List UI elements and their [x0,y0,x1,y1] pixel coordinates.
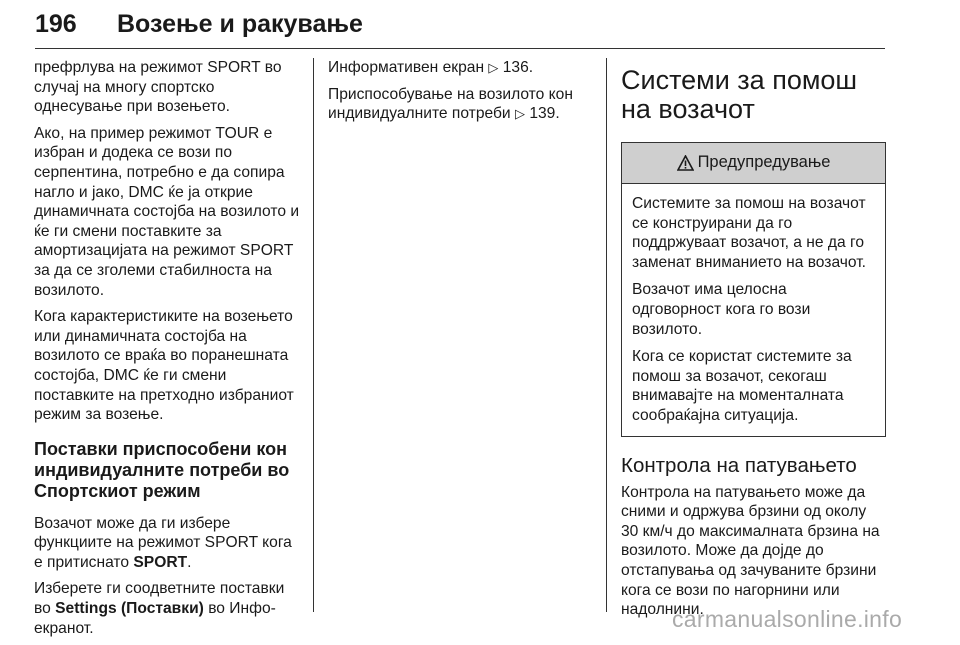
page-reference-arrow-icon: ▷ [514,106,525,122]
warning-label: Предупредување [697,153,831,172]
warning-box [621,142,886,437]
page-number: 196 [35,10,77,38]
chapter-title: Возење и ракување [117,10,363,38]
paragraph: Кога се користат системите за помош за возачот, секогаш внимавајте на моменталната сообраќајна ситуација. [632,348,852,424]
column-divider-2 [606,58,607,612]
settings-menu-label: Settings (Поставки) [55,600,204,618]
paragraph: Ако, на пример режимот TOUR е избран и додека се вози по серпентина, потребно е да сопира нагло и јако, DMC ќе ја открие динамичната состојба на возилото и ќе ги смени поставките за амортизацијата на режимот SPORT за да се зголеми стабилноста на возилото. [34,124,300,299]
paragraph: Контрола на патувањето може да сними и одржува брзини од околу 30 км/ч до максималната брзина на возилото. Може да дојде до отстапувања од зачуваните брзини кога се вози по нагорнини или надолнини. [621,483,880,619]
column-divider-1 [313,58,314,612]
column-2 [328,58,598,131]
paragraph: Кога карактеристиките на возењето или динамичната состојба на возилото се враќа во поранешната состојба, DMC ќе ги смени поставките на претходно избраниот режим за возење. [34,308,294,424]
paragraph: Системите за помош на возачот се конструирани да го поддржуваат возачот, а не да го заменат вниманието на возачот. [632,195,866,271]
warning-body [622,184,885,436]
warning-header [622,143,885,184]
header-divider [35,48,885,49]
warning-triangle-icon [677,155,694,171]
cross-reference[interactable]: Приспособување на возилото кон индивидуалните потреби ▷ 139. [328,85,573,123]
page-reference-arrow-icon: ▷ [488,60,499,75]
paragraph: Возачот може да ги избере функциите на режимот SPORT кога е притиснато SPORT. [34,514,292,571]
section-title-cruise-control: Контрола на патувањето [621,453,857,477]
paragraph: Возачот има целосна одговорност кога го вози возилото. [632,281,811,338]
column-1 [34,58,304,645]
section-title: Системи за помош на возачот [621,65,858,124]
paragraph: префрлува на режимот SPORT во случај на многу спортско однесување при возењето. [34,59,282,116]
page-header [35,6,885,52]
paragraph: Изберете ги соодветните поставки во Settings (Поставки) во Инфо-екранот. [34,580,285,637]
sport-button-label: SPORT [133,553,188,571]
cross-reference[interactable]: Информативен екран ▷ 136. [328,59,534,76]
watermark: carmanualsonline.info [672,606,903,632]
subsection-heading: Поставки приспособени кон индивидуалните потреби во Спортскиот режим [34,438,290,501]
column-3 [621,58,886,627]
